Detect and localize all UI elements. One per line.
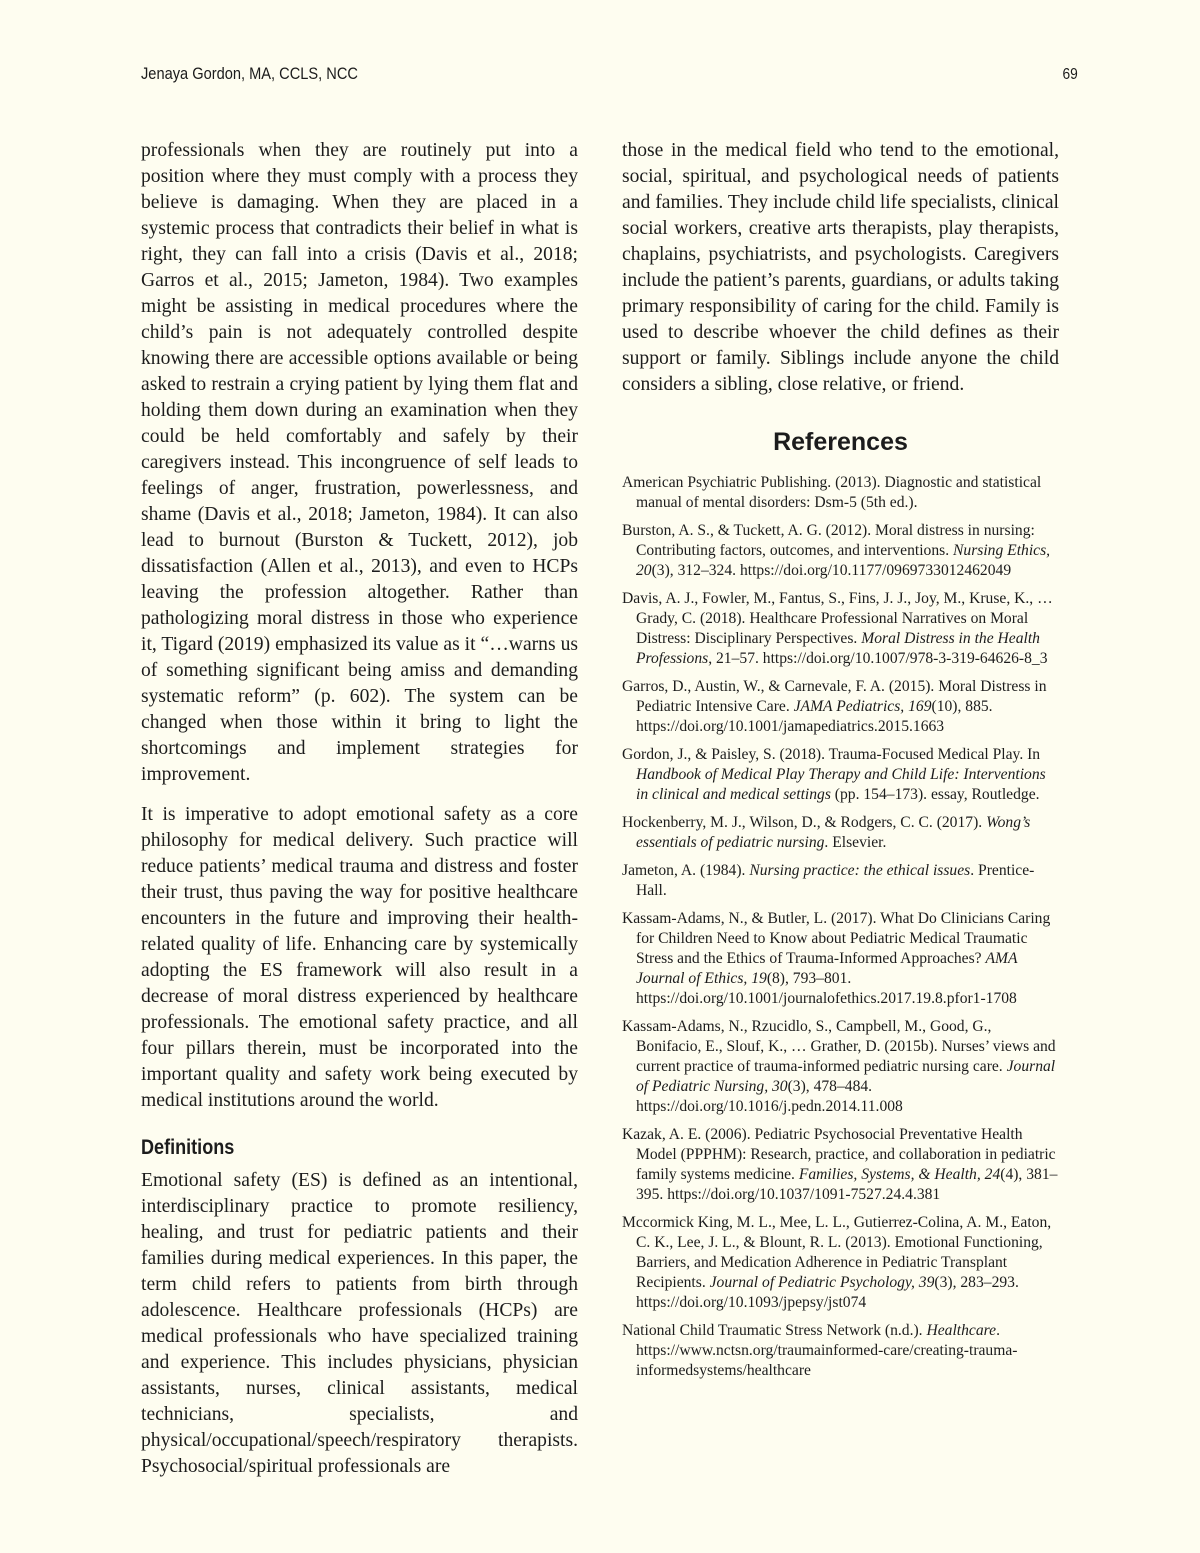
left-column xyxy=(141,138,578,1494)
reference-item: Jameton, A. (1984). Nursing practice: the ethical issues. Prentice-Hall. xyxy=(622,862,1035,899)
reference-item: Davis, A. J., Fowler, M., Fantus, S., Fins, J. J., Joy, M., Kruse, K., … Grady, C. (2018). Healthcare Professional Narratives on Moral Distress: Disciplinary Perspectives. Moral Distress in the Health Professions, 21–57. https://doi.org/10.1007/978-3-319-64626-8_3 xyxy=(622,590,1053,667)
reference-item: Burston, A. S., & Tuckett, A. G. (2012). Moral distress in nursing: Contributing factors, outcomes, and interventions. Nursing Ethics, 20(3), 312–324. https://doi.org/10.1177/0969733012462049 xyxy=(622,522,1051,579)
reference-item: Hockenberry, M. J., Wilson, D., & Rodgers, C. C. (2017). Wong’s essentials of pediatric nursing. Elsevier. xyxy=(622,814,1031,851)
reference-item: Kassam-Adams, N., & Butler, L. (2017). What Do Clinicians Caring for Children Need to Know about Pediatric Medical Traumatic Stress and the Ethics of Trauma-Informed Approaches? AMA Journal of Ethics, 19(8), 793–801. https://doi.org/10.1001/journalofethics.2017.19.8.pfor1-1708 xyxy=(622,910,1051,1007)
reference-item: Kassam-Adams, N., Rzucidlo, S., Campbell, M., Good, G., Bonifacio, E., Slouf, K., … Grather, D. (2015b). Nurses’ views and current practice of trauma-informed pediatric nursing care. Journal of Pediatric Nursing, 30(3), 478–484. https://doi.org/10.1016/j.pedn.2014.11.008 xyxy=(622,1018,1056,1115)
definitions-paragraph: Emotional safety (ES) is defined as an intentional, interdisciplinary practice to promote resiliency, healing, and trust for pediatric patients and their families during medical experiences. In this paper, the term child refers to patients from birth through adolescence. Healthcare professionals (HCPs) are medical professionals who have specialized training and experience. This includes physicians, physician assistants, nurses, clinical assistants, medical technicians, specialists, and physical/occupational/speech/respiratory therapists. Psychosocial/spiritual professionals are xyxy=(141,1170,578,1477)
definitions-heading: Definitions xyxy=(141,1136,235,1159)
right-column xyxy=(622,138,1059,1389)
body-paragraph-3: those in the medical field who tend to the emotional, social, spiritual, and psychological needs of patients and families. They include child life specialists, clinical social workers, creative arts therapists, play therapists, chaplains, psychiatrists, and psychologists. Caregivers include the patient’s parents, guardians, or adults taking primary responsibility of caring for the child. Family is used to describe whoever the child defines as their support or family. Siblings include anyone the child considers a sibling, close relative, or friend. xyxy=(622,140,1059,395)
body-paragraph-1: professionals when they are routinely put into a position where they must comply with a process they believe is damaging. When they are placed in a systemic process that contradicts their belief in what is right, they can fall into a crisis (Davis et al., 2018; Garros et al., 2015; Jameton, 1984). Two examples might be assisting in medical procedures where the child’s pain is not adequately controlled despite knowing there are accessible options available or being asked to restrain a crying patient by lying them flat and holding them down during an examination when they could be held comfortably and safely by their caregivers instead. This incongruence of self leads to feelings of anger, frustration, powerlessness, and shame (Davis et al., 2018; Jameton, 1984). It can also lead to burnout (Burston & Tuckett, 2012), job dissatisfaction (Allen et al., 2013), and even to HCPs leaving the profession altogether. Rather than pathologizing moral distress in those who experience it, Tigard (2019) emphasized its value as it “…warns us of something significant being amiss and demanding systematic reform” (p. 602). The system can be changed when those within it bring to light the shortcomings and implement strategies for improvement. xyxy=(141,140,578,785)
reference-item: Kazak, A. E. (2006). Pediatric Psychosocial Preventative Health Model (PPPHM): Research, practice, and collaboration in pediatric family systems medicine. Families, Systems, & Health, 24(4), 381–395. https://doi.org/10.1037/1091-7527.24.4.381 xyxy=(622,1126,1058,1203)
reference-list xyxy=(622,473,1059,1381)
body-paragraph-2: It is imperative to adopt emotional safety as a core philosophy for medical delivery. Such practice will reduce patients’ medical trauma and distress and foster their trust, thus paving the way for positive healthcare encounters in the future and improving their health-related quality of life. Enhancing care by systemically adopting the ES framework will also result in a decrease of moral distress experienced by healthcare professionals. The emotional safety practice, and all four pillars therein, must be incorporated into the important quality and safety work being executed by medical institutions around the world. xyxy=(141,804,578,1111)
page-number: 69 xyxy=(1062,66,1078,83)
reference-item: American Psychiatric Publishing. (2013). Diagnostic and statistical manual of mental disorders: Dsm-5 (5th ed.). xyxy=(622,474,1042,511)
running-head-author: Jenaya Gordon, MA, CCLS, NCC xyxy=(141,64,358,83)
reference-item: National Child Traumatic Stress Network (n.d.). Healthcare. https://www.nctsn.org/traumainformed-care/creating-trauma-informedsystems/healthcare xyxy=(622,1322,1018,1379)
references-heading: References xyxy=(773,428,908,456)
reference-item: Mccormick King, M. L., Mee, L. L., Gutierrez-Colina, A. M., Eaton, C. K., Lee, J. L., & Blount, R. L. (2013). Emotional Functioning, Barriers, and Medication Adherence in Pediatric Transplant Recipients. Journal of Pediatric Psychology, 39(3), 283–293. https://doi.org/10.1093/jpepsy/jst074 xyxy=(622,1214,1052,1311)
reference-item: Garros, D., Austin, W., & Carnevale, F. A. (2015). Moral Distress in Pediatric Intensive Care. JAMA Pediatrics, 169(10), 885. https://doi.org/10.1001/jamapediatrics.2015.1663 xyxy=(622,678,1047,735)
reference-item: Gordon, J., & Paisley, S. (2018). Trauma-Focused Medical Play. In Handbook of Medical Play Therapy and Child Life: Interventions in clinical and medical settings (pp. 154–173). essay, Routledge. xyxy=(622,746,1046,803)
